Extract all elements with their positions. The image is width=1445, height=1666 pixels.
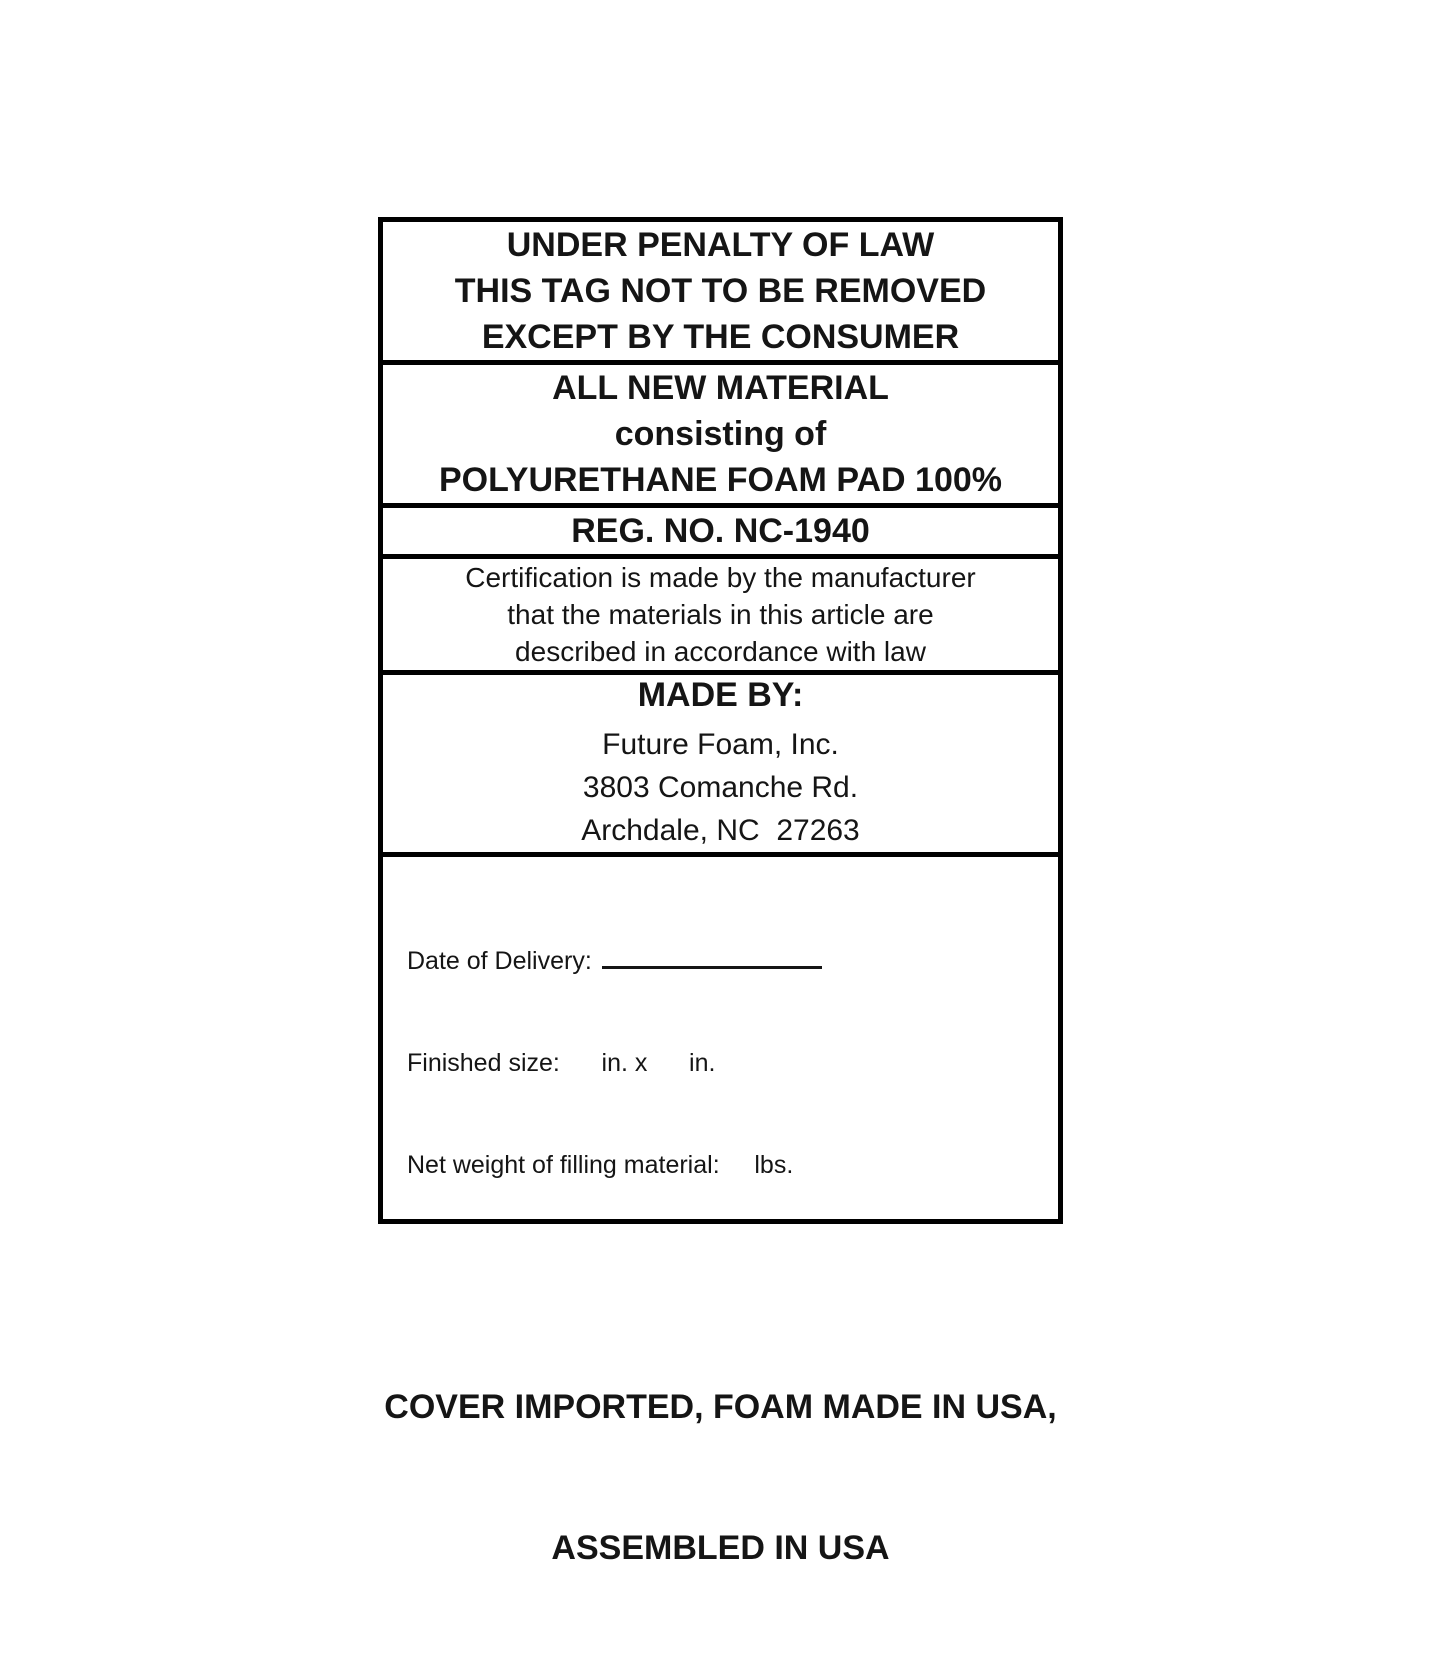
penalty-section <box>383 222 1058 365</box>
manufacturer-street: 3803 Comanche Rd. <box>582 771 859 804</box>
material-section <box>383 365 1058 508</box>
date-of-delivery-label: Date of Delivery: <box>407 947 592 975</box>
certification-line: that the materials in this article are <box>507 599 934 630</box>
registration-section <box>383 508 1058 559</box>
finished-size-row: Finished size: in. x in. <box>407 1049 716 1077</box>
manufacturer-name: Future Foam, Inc. <box>602 728 839 761</box>
material-line: consisting of <box>614 415 827 453</box>
penalty-line: EXCEPT BY THE CONSUMER <box>481 318 960 356</box>
origin-statement <box>383 1290 1058 1666</box>
origin-statement-line: ASSEMBLED IN USA <box>551 1529 890 1567</box>
certification-section <box>383 559 1058 675</box>
material-line: ALL NEW MATERIAL <box>552 369 889 407</box>
made-by-section <box>383 675 1058 857</box>
date-of-delivery-row <box>407 941 1058 978</box>
certification-line: Certification is made by the manufacturer <box>465 562 976 593</box>
certification-line: described in accordance with law <box>515 636 926 667</box>
details-block <box>383 857 1058 1250</box>
origin-statement-line: COVER IMPORTED, FOAM MADE IN USA, <box>384 1388 1057 1426</box>
material-line: POLYURETHANE FOAM PAD 100% <box>439 461 1002 499</box>
net-weight-row: Net weight of filling material: lbs. <box>407 1151 794 1179</box>
made-by-heading: MADE BY: <box>637 676 804 714</box>
penalty-line: THIS TAG NOT TO BE REMOVED <box>454 272 987 310</box>
penalty-line: UNDER PENALTY OF LAW <box>506 226 935 264</box>
manufacturer-city-state-zip: Archdale, NC 27263 <box>581 814 860 847</box>
law-label-tag <box>378 217 1063 1567</box>
details-section <box>383 857 1058 1666</box>
registration-number: REG. NO. NC-1940 <box>571 512 870 550</box>
date-of-delivery-blank <box>602 941 822 969</box>
